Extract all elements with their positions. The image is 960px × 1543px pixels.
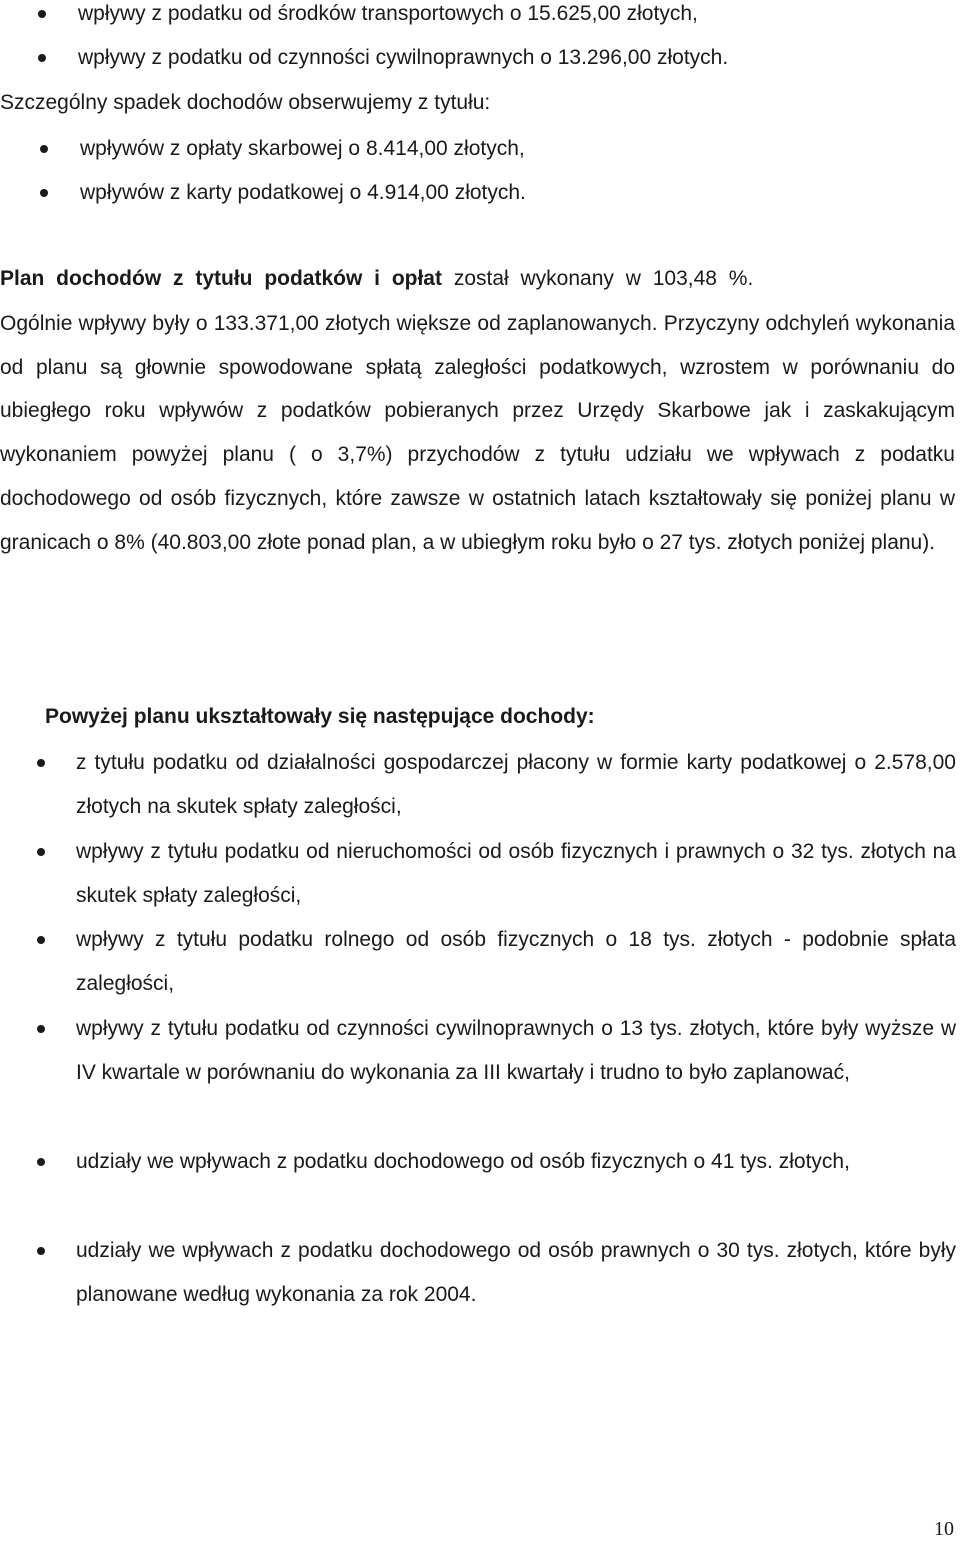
list-item <box>0 171 960 215</box>
list-item-text: udziały we wpływach z podatku dochodowego od osób prawnych o 30 tys. złotych, które były planowane według wykonania za rok 2004. <box>76 1239 956 1306</box>
bullet-icon <box>37 759 45 767</box>
list-item-text: wpływów z karty podatkowej o 4.914,00 złotych. <box>80 181 526 204</box>
plan-summary-rest: został wykonany w 103,48 %. <box>441 267 754 290</box>
bullet-icon <box>37 1025 45 1033</box>
above-plan-heading: Powyżej planu ukształtowały się następujące dochody: <box>45 705 595 728</box>
bullet-icon <box>37 1158 45 1166</box>
list-item-text: wpływy z podatku od czynności cywilnoprawnych o 13.296,00 złotych. <box>78 46 729 69</box>
list-item <box>0 741 960 829</box>
list-item-text: z tytułu podatku od działalności gospodarczej płacony w formie karty podatkowej o 2.578,00 złotych na skutek spłaty zaległości, <box>76 751 956 818</box>
bullet-icon <box>37 936 45 944</box>
list-item <box>0 127 960 171</box>
list-item <box>0 918 960 1006</box>
bullet-icon <box>38 10 46 18</box>
list-item <box>0 1007 960 1139</box>
bullet-icon <box>37 1247 45 1255</box>
list-item-text: wpływów z opłaty skarbowej o 8.414,00 złotych, <box>80 137 525 160</box>
list-item <box>0 1229 960 1317</box>
plan-summary-line <box>0 257 960 301</box>
bullet-icon <box>38 54 46 62</box>
list-item <box>0 36 960 80</box>
list-item-text: udziały we wpływach z podatku dochodowego od osób fizycznych o 41 tys. złotych, <box>76 1150 850 1173</box>
list-item-text: wpływy z podatku od środków transportowych o 15.625,00 złotych, <box>78 2 698 25</box>
list-item-text: wpływy z tytułu podatku rolnego od osób fizycznych o 18 tys. złotych - podobnie spłata zaległości, <box>76 928 956 995</box>
main-paragraph: Ogólnie wpływy były o 133.371,00 złotych większe od zaplanowanych. Przyczyny odchyleń wykonania od planu są głownie spowodowane spłatą zaległości podatkowych, wzrostem w porównaniu do ubiegłego roku wpływów z podatków pobieranych przez Urzędy Skarbowe jak i zaskakującym wykonaniem powyżej planu ( o 3,7%) przychodów z tytułu udziału we wpływach z podatku dochodowego od osób fizycznych, które zawsze w ostatnich latach kształtowały się poniżej planu w granicach o 8% (40.803,00 złote ponad plan, a w ubiegłym roku było o 27 tys. złotych poniżej planu). <box>0 312 955 554</box>
list-item <box>0 1140 960 1228</box>
bullet-icon <box>40 145 48 153</box>
bullet-icon <box>40 189 48 197</box>
list-item <box>0 830 960 918</box>
bullet-icon <box>37 848 45 856</box>
list-item-text: wpływy z tytułu podatku od nieruchomości od osób fizycznych i prawnych o 32 tys. złotych na skutek spłaty zaległości, <box>76 840 956 907</box>
list-item <box>0 0 960 36</box>
page-number: 10 <box>934 1518 954 1540</box>
plan-summary-bold: Plan dochodów z tytułu podatków i opłat <box>0 267 442 290</box>
decrease-heading: Szczególny spadek dochodów obserwujemy z tytułu: <box>0 91 491 114</box>
list-item-text: wpływy z tytułu podatku od czynności cywilnoprawnych o 13 tys. złotych, które były wyższe w IV kwartale w porównaniu do wykonania za III kwartały i trudno to było zaplanować, <box>76 1017 956 1084</box>
